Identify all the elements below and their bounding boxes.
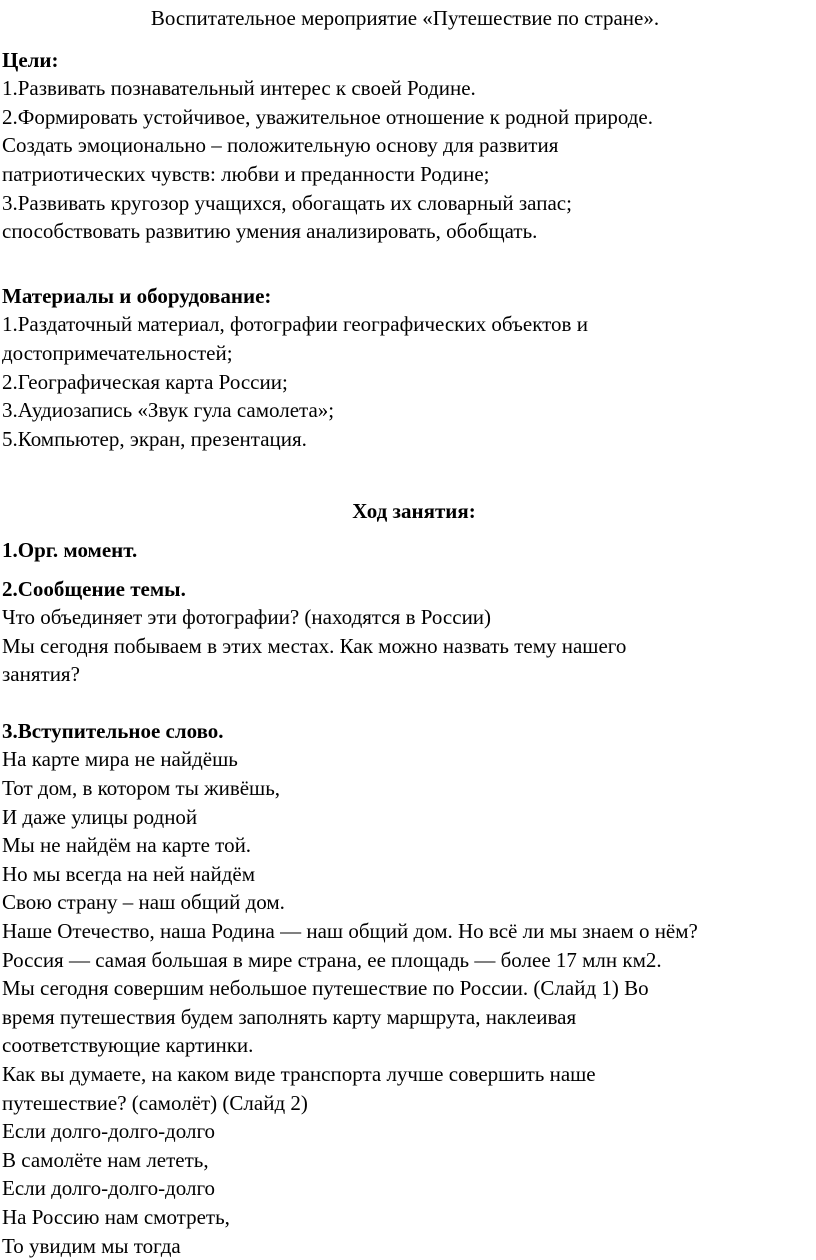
step2-line: Что объединяет эти фотографии? (находятся в России): [2, 605, 492, 630]
step3-line: Наше Отечество, наша Родина — наш общий дом. Но всё ли мы знаем о нём?: [2, 919, 698, 944]
materials-heading: Материалы и оборудование:: [2, 283, 272, 308]
step3-line: Но мы всегда на ней найдём: [2, 861, 256, 886]
spacer: [2, 33, 816, 46]
step3-line: Мы сегодня совершим небольшое путешествие по России. (Слайд 1) Во: [2, 976, 649, 1001]
step3-line: В самолёте нам лететь,: [2, 1147, 209, 1172]
step3-line: Если долго-долго-долго: [2, 1119, 216, 1144]
materials-line: 3.Аудиозапись «Звук гула самолета»;: [2, 398, 335, 423]
step3-line: То увидим мы тогда: [2, 1233, 181, 1258]
materials-line: 5.Компьютер, экран, презентация.: [2, 426, 307, 451]
step3-line: путешествие? (самолёт) (Слайд 2): [2, 1090, 308, 1115]
course-heading: Ход занятия:: [352, 499, 476, 524]
step3-line: время путешествия будем заполнять карту маршрута, наклеивая: [2, 1004, 577, 1029]
goals-line: Создать эмоционально – положительную основу для развития: [2, 133, 559, 158]
materials-line: достопримечательностей;: [2, 340, 233, 365]
document-title: Воспитательное мероприятие «Путешествие по стране».: [150, 6, 660, 30]
step2-line: занятия?: [2, 662, 80, 687]
step3-line: Если долго-долго-долго: [2, 1176, 216, 1201]
step2-heading: 2.Сообщение темы.: [2, 576, 186, 601]
goals-line: способствовать развитию умения анализировать, обобщать.: [2, 219, 538, 244]
step3-line: И даже улицы родной: [2, 804, 198, 829]
step2-line: Мы сегодня побываем в этих местах. Как можно назвать тему нашего: [2, 633, 627, 658]
step3-heading: 3.Вступительное слово.: [2, 718, 224, 743]
spacer: [2, 489, 816, 497]
step3-line: Свою страну – наш общий дом.: [2, 890, 285, 915]
spacer: [2, 526, 816, 536]
goals-list: [2, 74, 816, 246]
step3-line: На карте мира не найдёшь: [2, 747, 238, 772]
materials-list: [2, 310, 816, 453]
spacer: [2, 453, 816, 489]
goals-heading: Цели:: [2, 47, 59, 72]
step3-line: соответствующие картинки.: [2, 1033, 254, 1058]
spacer: [2, 246, 816, 282]
step3-text: [2, 745, 816, 1260]
goals-line: 1.Развивать познавательный интерес к своей Родине.: [2, 76, 476, 101]
materials-line: 2.Географическая карта России;: [2, 369, 288, 394]
step3-line: Мы не найдём на карте той.: [2, 833, 252, 858]
materials-line: 1.Раздаточный материал, фотографии географических объектов и: [2, 312, 588, 337]
step1-heading: 1.Орг. момент.: [2, 537, 138, 562]
step3-line: Как вы думаете, на каком виде транспорта лучше совершить наше: [2, 1062, 596, 1086]
goals-line: патриотических чувств: любви и преданности Родине;: [2, 161, 490, 186]
goals-line: 3.Развивать кругозор учащихся, обогащать их словарный запас;: [2, 190, 572, 215]
spacer: [2, 689, 816, 717]
step3-line: На Россию нам смотреть,: [2, 1204, 230, 1229]
spacer: [2, 565, 816, 575]
step2-text: [2, 603, 816, 689]
goals-line: 2.Формировать устойчивое, уважительное отношение к родной природе.: [2, 104, 653, 129]
step3-line: Россия — самая большая в мире страна, ее площадь — более 17 млн км2.: [2, 947, 662, 972]
step3-line: Тот дом, в котором ты живёшь,: [2, 776, 281, 801]
